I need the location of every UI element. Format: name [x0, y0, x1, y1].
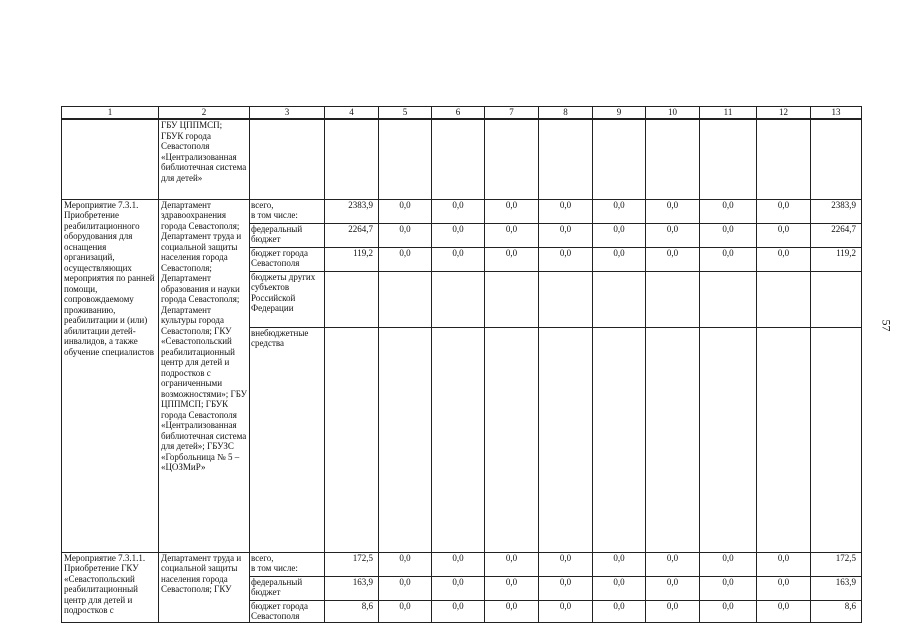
page-number: 57 — [879, 319, 894, 332]
value-cell: 0,0 — [757, 600, 811, 622]
column-header: 8 — [539, 107, 593, 120]
column-header: 2 — [159, 107, 250, 120]
value-cell — [325, 271, 379, 327]
value-cell: 0,0 — [646, 247, 700, 271]
column-header: 4 — [325, 107, 379, 120]
empty-cell — [646, 119, 700, 199]
value-cell: 163,9 — [325, 576, 379, 600]
value-cell: 0,0 — [646, 600, 700, 622]
empty-cell — [250, 119, 325, 199]
value-cell — [325, 327, 379, 552]
value-cell: 0,0 — [485, 223, 539, 247]
value-cell — [432, 271, 485, 327]
value-cell: 0,0 — [485, 552, 539, 576]
value-cell: 119,2 — [811, 247, 862, 271]
value-cell: 8,6 — [811, 600, 862, 622]
column-header: 5 — [379, 107, 432, 120]
empty-cell — [539, 119, 593, 199]
value-cell — [700, 327, 757, 552]
value-cell: 0,0 — [379, 247, 432, 271]
value-cell: 119,2 — [325, 247, 379, 271]
table-body — [62, 107, 862, 623]
value-cell: 172,5 — [325, 552, 379, 576]
value-cell: 0,0 — [646, 552, 700, 576]
funding-source-cell: федеральный бюджет — [250, 576, 325, 600]
value-cell: 0,0 — [593, 576, 646, 600]
value-cell: 0,0 — [539, 199, 593, 223]
funding-source-cell: федеральный бюджет — [250, 223, 325, 247]
value-cell — [485, 271, 539, 327]
value-cell: 163,9 — [811, 576, 862, 600]
value-cell: 0,0 — [700, 600, 757, 622]
value-cell: 0,0 — [757, 576, 811, 600]
funding-source-cell: бюджеты других субъектов Российской Федерации — [250, 271, 325, 327]
executor-cell: Департамент здравоохранения города Севастополя; Департамент труда и социальной защиты населения города Севастополя; Департамент образования и науки города Севастополя; Департамент культуры города Севастополя; ГКУ «Севастопольский реабилитационный центр для детей и подростков с ограниченными возможностями»; ГБУ ЦППМСП; ГБУК города Севастополя «Централизованная библиотечная система для детей»; ГБУЗС «Горбольница № 5 – «ЦОЗМиР» — [159, 199, 250, 552]
value-cell: 0,0 — [700, 576, 757, 600]
value-cell — [811, 271, 862, 327]
funding-source-cell: внебюджетные средства — [250, 327, 325, 552]
measure-cell: Мероприятие 7.3.1. Приобретение реабилитационного оборудования для оснащения организаций, осуществляющих мероприятия по ранней помощи, сопровождаемому проживанию, реабилитации и (или) абилитации детей-инвалидов, а также обучение специалистов — [62, 199, 159, 552]
value-cell — [432, 327, 485, 552]
value-cell: 2264,7 — [325, 223, 379, 247]
empty-cell — [485, 119, 539, 199]
value-cell: 172,5 — [811, 552, 862, 576]
empty-cell — [757, 119, 811, 199]
value-cell — [593, 327, 646, 552]
value-cell: 0,0 — [485, 576, 539, 600]
measure-cell: Мероприятие 7.3.1.1. Приобретение ГКУ «Севастопольский реабилитационный центр для детей и подростков с — [62, 552, 159, 622]
funding-source-cell: бюджет города Севастополя — [250, 247, 325, 271]
empty-cell — [379, 119, 432, 199]
value-cell: 0,0 — [485, 247, 539, 271]
value-cell: 0,0 — [539, 576, 593, 600]
value-cell: 0,0 — [379, 223, 432, 247]
value-cell: 0,0 — [646, 576, 700, 600]
value-cell — [757, 271, 811, 327]
value-cell: 0,0 — [646, 199, 700, 223]
column-header: 13 — [811, 107, 862, 120]
program-table — [61, 106, 862, 623]
empty-cell — [811, 119, 862, 199]
value-cell: 0,0 — [379, 552, 432, 576]
value-cell — [593, 271, 646, 327]
value-cell: 2383,9 — [325, 199, 379, 223]
value-cell — [379, 327, 432, 552]
column-header: 7 — [485, 107, 539, 120]
header-row — [62, 107, 862, 120]
column-header: 3 — [250, 107, 325, 120]
value-cell — [646, 271, 700, 327]
value-cell: 0,0 — [432, 247, 485, 271]
value-cell: 0,0 — [757, 552, 811, 576]
value-cell: 0,0 — [432, 552, 485, 576]
value-cell — [485, 327, 539, 552]
funding-source-cell: бюджет города Севастополя — [250, 600, 325, 622]
value-cell: 0,0 — [757, 247, 811, 271]
value-cell: 0,0 — [593, 600, 646, 622]
value-cell: 0,0 — [700, 199, 757, 223]
value-cell: 0,0 — [539, 600, 593, 622]
funding-source-cell: всего, в том числе: — [250, 552, 325, 576]
column-header: 9 — [593, 107, 646, 120]
value-cell: 0,0 — [700, 223, 757, 247]
value-cell — [646, 327, 700, 552]
value-cell: 2264,7 — [811, 223, 862, 247]
value-cell: 0,0 — [593, 247, 646, 271]
executor-cell: Департамент труда и социальной защиты населения города Севастополя; ГКУ — [159, 552, 250, 622]
value-cell — [700, 271, 757, 327]
value-cell: 0,0 — [593, 223, 646, 247]
value-cell: 2383,9 — [811, 199, 862, 223]
column-header: 1 — [62, 107, 159, 120]
value-cell — [757, 327, 811, 552]
value-cell: 0,0 — [379, 600, 432, 622]
table-row — [62, 552, 862, 576]
value-cell: 0,0 — [485, 199, 539, 223]
value-cell — [811, 327, 862, 552]
value-cell: 0,0 — [432, 576, 485, 600]
value-cell — [379, 271, 432, 327]
value-cell: 8,6 — [325, 600, 379, 622]
empty-cell — [432, 119, 485, 199]
value-cell — [539, 327, 593, 552]
value-cell: 0,0 — [485, 600, 539, 622]
column-header: 12 — [757, 107, 811, 120]
value-cell: 0,0 — [593, 552, 646, 576]
value-cell: 0,0 — [379, 199, 432, 223]
value-cell — [539, 271, 593, 327]
value-cell: 0,0 — [757, 199, 811, 223]
measure-cell — [62, 119, 159, 199]
value-cell: 0,0 — [700, 247, 757, 271]
value-cell: 0,0 — [432, 223, 485, 247]
table-row — [62, 119, 862, 199]
empty-cell — [325, 119, 379, 199]
value-cell: 0,0 — [379, 576, 432, 600]
value-cell: 0,0 — [700, 552, 757, 576]
value-cell: 0,0 — [757, 223, 811, 247]
value-cell: 0,0 — [646, 223, 700, 247]
value-cell: 0,0 — [593, 199, 646, 223]
funding-source-cell: всего, в том числе: — [250, 199, 325, 223]
column-header: 11 — [700, 107, 757, 120]
value-cell: 0,0 — [539, 223, 593, 247]
value-cell: 0,0 — [539, 552, 593, 576]
column-header: 10 — [646, 107, 700, 120]
executor-cell: ГБУ ЦППМСП; ГБУК города Севастополя «Централизованная библиотечная система для детей» — [159, 119, 250, 199]
value-cell: 0,0 — [432, 199, 485, 223]
empty-cell — [593, 119, 646, 199]
value-cell: 0,0 — [432, 600, 485, 622]
column-header: 6 — [432, 107, 485, 120]
table-row — [62, 199, 862, 223]
empty-cell — [700, 119, 757, 199]
value-cell: 0,0 — [539, 247, 593, 271]
